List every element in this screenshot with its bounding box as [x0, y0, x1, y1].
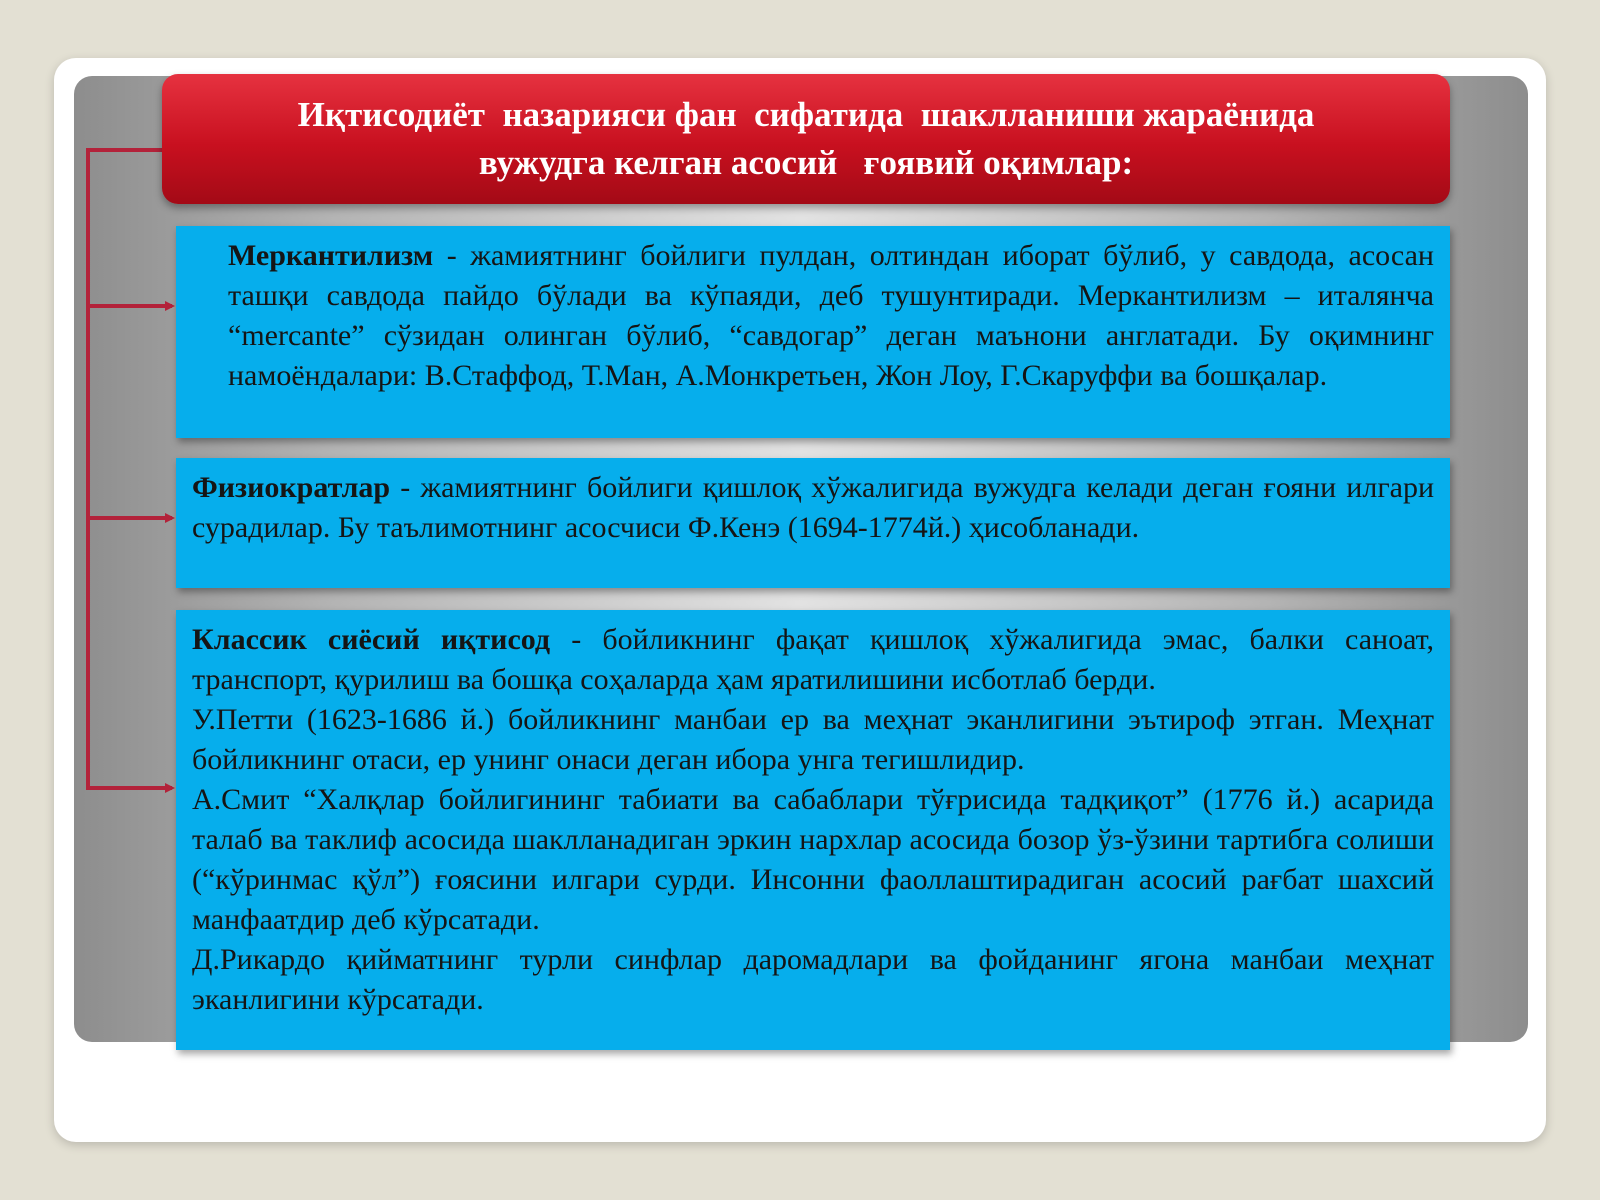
slide-title — [162, 74, 1450, 204]
term-mercantilism: Меркантилизм — [228, 239, 434, 272]
block-classical-political-economy — [176, 610, 1450, 1050]
block-physiocrats — [176, 458, 1450, 588]
bracket-line — [88, 150, 162, 788]
term-physiocrats: Физиократлар — [192, 471, 391, 504]
term-classical: Классик сиёсий иқтисод — [192, 623, 551, 656]
block-mercantilism-text — [192, 236, 1434, 396]
title-line-1: Иқтисодиёт назарияси фан сифатида шаклланиши жараёнида — [297, 95, 1315, 134]
block-physiocrats-text — [192, 468, 1434, 548]
paragraph-petty: У.Петти (1623-1686 й.) бойликнинг манбаи ер ва меҳнат эканлигини эътироф этган. Меҳнат бойликнинг отаси, ер унинг онаси деган ибора унга тегишлидир. — [192, 703, 1434, 776]
paragraph-smith: А.Смит “Халқлар бойлигининг табиати ва сабаблари тўғрисида тадқиқот” (1776 й.) асарида талаб ва таклиф асосида шаклланадиган эркин нархлар асосида бозор ўз-ўзини тартибга солиши (“кўринмас қўл”) ғоясини илгари сурди. Инсонни фаоллаштирадиган асосий рағбат шахсий манфаатдир деб кўрсатади. — [192, 783, 1434, 936]
paragraph-ricardo: Д.Рикардо қийматнинг турли синфлар даромадлари ва фойданинг ягона манбаи меҳнат эканлигини кўрсатади. — [192, 943, 1434, 1016]
title-line-2: вужудга келган асосий ғоявий оқимлар: — [478, 143, 1134, 182]
definition-mercantilism: - жамиятнинг бойлиги пулдан, олтиндан иборат бўлиб, у савдода, асосан ташқи савдода пайдо бўлади ва кўпаяди, деб тушунтиради. Меркантилизм – италянча “mercante” сўзидан олинган бўлиб, “савдогар” деган маънони англатади. Бу оқимнинг намоёндалари: В.Стаффод, Т.Ман, А.Монкретьен, Жон Лоу, Г.Скаруффи ва бошқалар. — [228, 239, 1434, 392]
block-classical-intro — [192, 620, 1434, 700]
definition-physiocrats: - жамиятнинг бойлиги қишлоқ хўжалигида вужудга келади деган ғояни илгари сурадилар. Бу таълимотнинг асосчиси Ф.Кенэ (1694-1774й.) ҳисобланади. — [192, 471, 1434, 544]
block-mercantilism — [176, 226, 1450, 438]
definition-classical: - бойликнинг фақат қишлоқ хўжалигида эмас, балки саноат, транспорт, қурилиш ва бошқа соҳаларда ҳам яратилишини исботлаб берди. — [192, 623, 1434, 696]
